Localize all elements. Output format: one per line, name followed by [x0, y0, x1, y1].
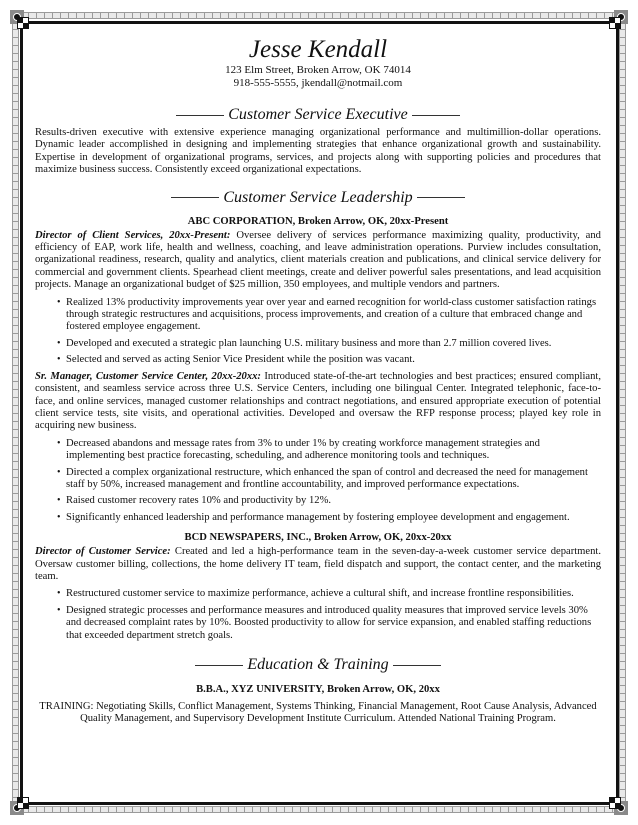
border-bottom-tiles — [20, 806, 618, 813]
role-description: Introduced state-of-the-art technologies and best practices; ensured compliant, consistent, and seamless service across three U.S. Service Centers, including one bilingual Center. Integrated telephonic, face-to-face, and online services, managed customer relationships and contract negotiations, and ensured appropriate execution of potential client service tests, site visits, and operational activities. Developed and oversaw the RFP response process; played key role in acquiring new business. — [35, 370, 602, 432]
border-top-rule — [21, 21, 619, 24]
candidate-name: Jesse Kendall — [248, 36, 388, 63]
heading-rule — [417, 197, 465, 198]
contact-info: 918-555-5555, jkendall@notmail.com — [233, 77, 403, 89]
training-text: TRAINING: Negotiating Skills, Conflict Management, Systems Thinking, Financial Management, Root Cause Analysis, Advanced Quality Management, and Supervisory Development Institute Curriculum. Attended National Training Program. — [39, 701, 597, 725]
heading-rule — [176, 115, 224, 116]
achievement-item: • Raised customer recovery rates 10% and productivity by 12%. — [57, 495, 601, 507]
border-right-rule — [616, 21, 619, 805]
role-entry — [35, 230, 601, 292]
border-right-tiles — [619, 20, 626, 806]
employer-heading: BCD NEWSPAPERS, INC., Broken Arrow, OK, 20xx-20xx — [184, 532, 452, 544]
role-description: Created and led a high-performance team in the seven-day-a-week customer service department. Oversaw customer billing, collections, the home delivery IT team, field dispatch and support, the contact center, and the marketing team. — [35, 546, 601, 582]
achievement-item: • Directed a complex organizational restructure, which enhanced the span of control and decreased the need for management staff by 50%, increased management and frontline accountability, and improved performance expectations. — [57, 467, 601, 492]
summary-text: Results-driven executive with extensive experience managing organizational performance and multimillion-dollar operations. Dynamic leader accomplished in designing and implementing strategies that enhance organizational growth and sustainability. Expertise in development of organizational programs, services, and projects along with supporting policies and procedures that maximize business success. Consistently exceed organizational expectations. — [35, 127, 601, 176]
achievement-item: • Designed strategic processes and performance measures and introduced quality measures that improved service levels 30% and decreased complaint rates by 10%. Boosted productivity to allow for service expansion, and enabled staffing reductions that exceeded department stretch goals. — [57, 605, 601, 642]
summary-title: Customer Service Executive — [228, 106, 408, 123]
employer-block — [35, 215, 601, 525]
role-title: Director of Customer Service: — [35, 546, 171, 558]
corner-knot-icon — [609, 17, 621, 29]
border-top-tiles — [20, 12, 618, 19]
border-left-rule — [20, 21, 23, 805]
role-entry — [35, 546, 601, 583]
achievement-item: • Significantly enhanced leadership and performance management by fostering employee development and engagement. — [57, 512, 601, 524]
achievement-item: • Selected and served as acting Senior Vice President while the position was vacant. — [57, 354, 601, 366]
role-description: Oversee delivery of services performance maximizing quality, productivity, and efficiency of EAP, work life, health and wellness, coaching, and leave administration operations. Purview includes consultation, organizational readiness, research, quality and analytics, client materials creation and publications, and clinical service delivery for commercial and government clients. Spearhead client meetings, create and deliver powerful sales presentations, and lead acquisition projects. Manage an organizational budget of $25 million, 350 employees, and multiple vendors and partners. — [35, 229, 601, 291]
border-bottom-rule — [21, 802, 619, 805]
heading-rule — [393, 665, 441, 666]
employer-block — [35, 531, 601, 642]
heading-rule — [412, 115, 460, 116]
corner-knot-icon — [17, 797, 29, 809]
employer-heading: ABC CORPORATION, Broken Arrow, OK, 20xx-Present — [187, 215, 449, 227]
border-left-tiles — [12, 20, 19, 806]
corner-knot-icon — [17, 17, 29, 29]
achievement-list — [35, 438, 601, 524]
summary-heading — [35, 106, 601, 124]
corner-knot-icon — [609, 797, 621, 809]
achievement-item: • Decreased abandons and message rates from 3% to under 1% by creating workforce management strategies and implementing best practice forecasting, scheduling, and adherence monitoring tools and techniques. — [57, 438, 601, 463]
achievement-item: • Realized 13% productivity improvements year over year and earned recognition for world-class customer satisfaction ratings through strategic restructures and acquisitions, process improvements, and creation of a culture that embraced change and fostered employee engagement. — [57, 297, 601, 334]
resume-content — [35, 36, 601, 726]
role-entry — [35, 371, 601, 433]
degree: B.B.A., XYZ UNIVERSITY, Broken Arrow, OK, 20xx — [196, 684, 440, 695]
achievement-list — [35, 297, 601, 367]
achievement-item: • Developed and executed a strategic plan launching U.S. military business and more than 2.7 million covered lives. — [57, 338, 601, 350]
experience-heading — [35, 189, 601, 207]
education-title: Education & Training — [247, 656, 389, 673]
heading-rule — [195, 665, 243, 666]
role-title: Sr. Manager, Customer Service Center, 20xx-20xx: — [35, 370, 261, 382]
heading-rule — [171, 197, 219, 198]
role-title: Director of Client Services, 20xx-Present: — [35, 229, 231, 241]
experience-title: Customer Service Leadership — [223, 188, 413, 206]
address: 123 Elm Street, Broken Arrow, OK 74014 — [225, 64, 411, 76]
achievement-item: • Restructured customer service to maximize performance, achieve a cultural shift, and increase frontline responsibilities. — [57, 588, 601, 600]
education-heading — [35, 656, 601, 674]
achievement-list — [35, 588, 601, 642]
